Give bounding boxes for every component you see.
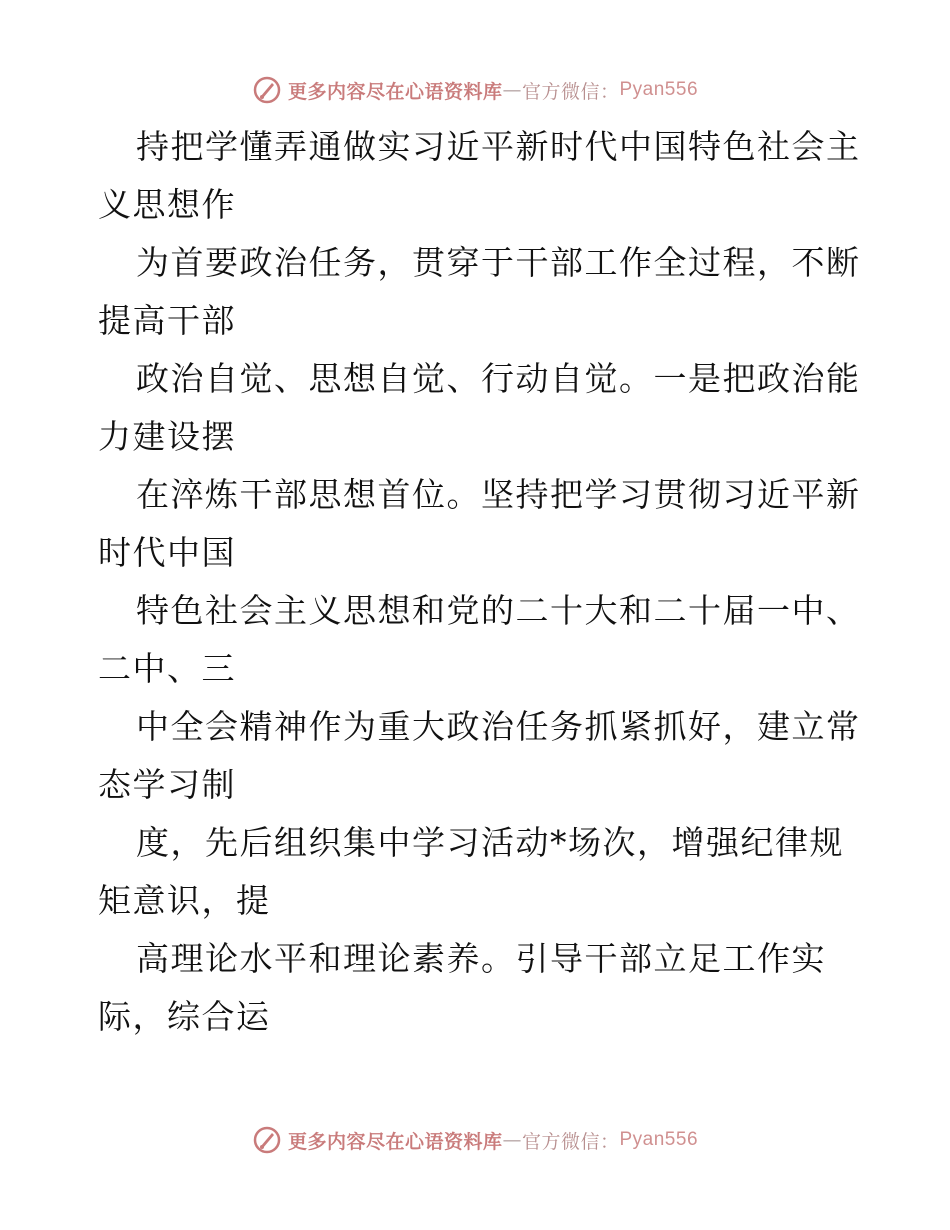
watermark-wechat-label: 官方微信：	[521, 1130, 620, 1153]
line-first: 政治自觉、思想自觉、行动自觉。一是把政治能	[136, 359, 861, 398]
line-first: 持把学懂弄通做实习近平新时代中国特色社会主	[136, 127, 861, 166]
line-second: 力建设摆	[98, 417, 236, 456]
paragraph-line-5	[98, 582, 861, 698]
line-second: 义思想作	[98, 185, 236, 224]
watermark-main-text: 更多内容尽在心语资料库	[287, 1130, 503, 1153]
paragraph-line-1	[98, 118, 861, 234]
header-watermark	[0, 70, 950, 110]
paragraph-line-2	[98, 234, 861, 350]
line-first: 特色社会主义思想和党的二十大和二十届一中、	[136, 591, 861, 630]
line-second: 提高干部	[98, 301, 236, 340]
line-first: 在淬炼干部思想首位。坚持把学习贯彻习近平新	[136, 475, 861, 514]
line-second: 态学习制	[98, 765, 236, 804]
line-first: 为首要政治任务，贯穿于干部工作全过程，不断	[136, 243, 861, 282]
quill-logo-icon	[252, 75, 282, 105]
watermark-separator: —	[502, 79, 522, 101]
paragraph-line-3	[98, 350, 861, 466]
line-first: 高理论水平和理论素养。引导干部立足工作实	[136, 939, 826, 978]
line-first: 度，先后组织集中学习活动*场次，增强纪律规	[136, 823, 844, 862]
line-second: 二中、三	[98, 649, 236, 688]
paragraph-line-4	[98, 466, 861, 582]
watermark-main-text: 更多内容尽在心语资料库	[287, 80, 503, 103]
line-second: 时代中国	[98, 533, 236, 572]
watermark-wechat-id: Pyan556	[619, 1129, 699, 1150]
line-second: 矩意识，提	[98, 881, 271, 920]
watermark-wechat-id: Pyan556	[619, 79, 699, 100]
line-second: 际，综合运	[98, 997, 271, 1036]
line-first: 中全会精神作为重大政治任务抓紧抓好，建立常	[136, 707, 861, 746]
paragraph-line-6	[98, 698, 861, 814]
quill-logo-icon	[252, 1125, 282, 1155]
paragraph-line-8	[98, 930, 858, 1046]
watermark-wechat-label: 官方微信：	[521, 80, 620, 103]
watermark-separator: —	[502, 1129, 522, 1151]
paragraph-line-7	[98, 814, 858, 930]
document-body	[98, 118, 861, 1046]
footer-watermark	[0, 1120, 950, 1160]
